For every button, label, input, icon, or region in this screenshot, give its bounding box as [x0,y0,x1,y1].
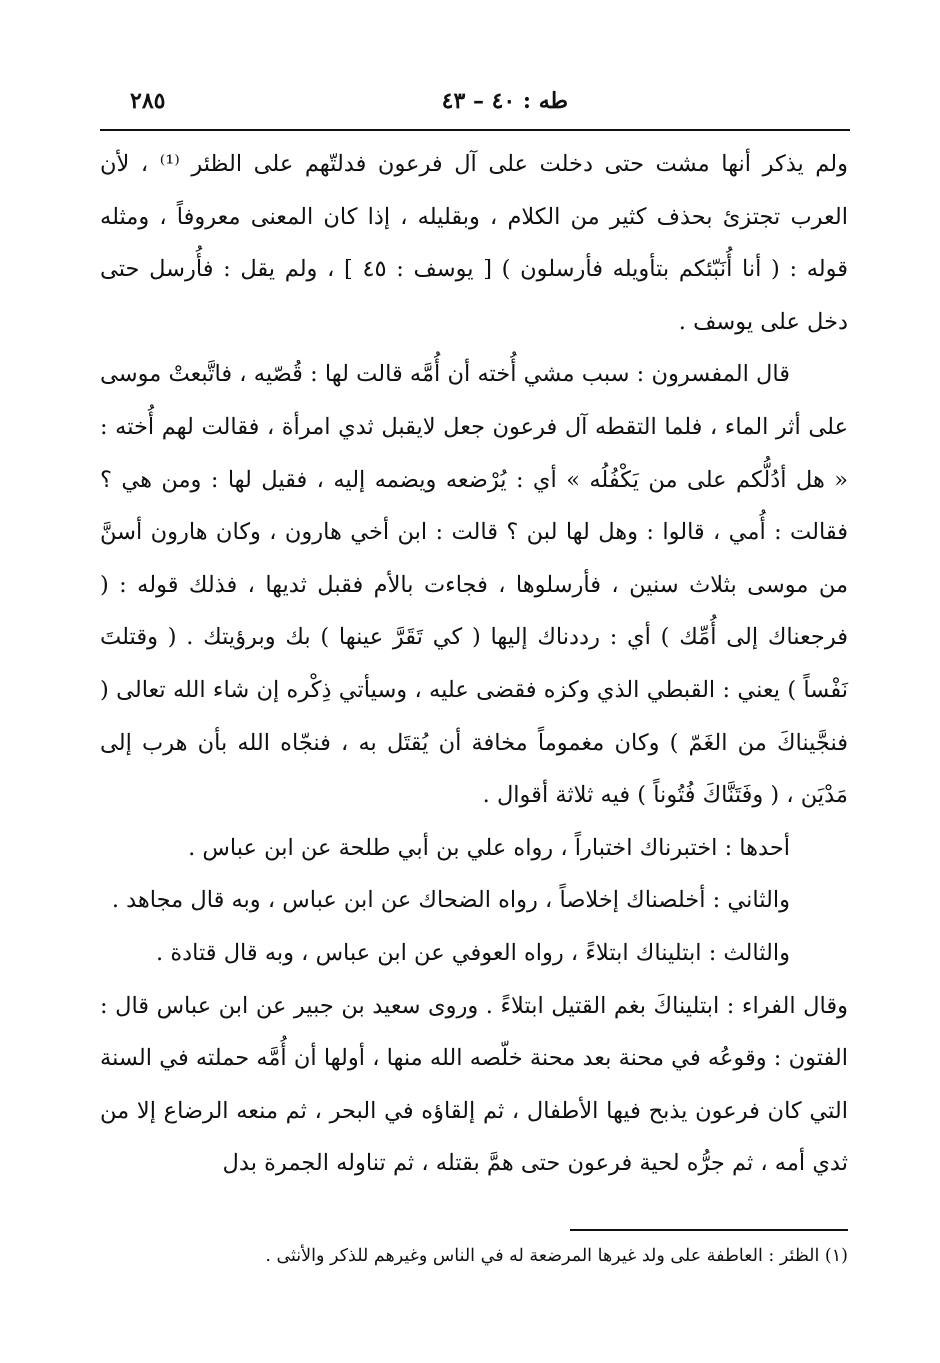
page-number: ٢٨٥ [130,88,166,114]
paragraph-6: وقال الفراء : ابتليناكَ بغم القتيل ابتلاءً . وروى سعيد بن جبير عن ابن عباس قال : الفتون : وقوعُه في محنة بعد محنة خلّصه الله منها ، أولها أن أُمَّه حملته في السنة التي كان فرعون يذبح فيها الأطفال ، ثم إلقاؤه في البحر ، ثم منعه الرضاع إلا من ثدي أمه ، ثم جرُّه لحية فرعون حتى همَّ بقتله ، ثم تناوله الجمرة بدل [100,992,848,1177]
main-text [100,138,848,1190]
page-header [100,88,848,128]
surah-verse-range: طه : ٤٠ – ٤٣ [441,88,568,114]
footnote: (١) الظئر : العاطفة على ولد غيرها المرضعة له في الناس وغيرهم للذكر والأنثى . [265,1246,848,1266]
header-divider [100,129,850,131]
footnote-divider [570,1229,848,1231]
paragraph-5: والثالث : ابتليناك ابتلاءً ، رواه العوفي عن ابن عباس ، وبه قال قتادة . [156,939,790,966]
paragraph-1: ولم يذكر أنها مشت حتى دخلت على آل فرعون فدلتّهم على الظئر ⁽¹⁾ ، لأن العرب تجتزئ بحذف كثير من الكلام ، وبقليله ، إذا كان المعنى معروفاً ، ومثله قوله : ( أنا أُنَبّئكم بتأويله فأرسلون ) [ يوسف : ٤٥ ] ، ولم يقل : فأُرسل حتى دخل على يوسف . [100,151,849,335]
paragraph-2: قال المفسرون : سبب مشي أُخته أن أُمَّه قالت لها : قُصّيه ، فاتَّبعتْ موسى على أثر الماء ، فلما التقطه آل فرعون جعل لايقبل ثدي امرأة ، فقالت لهم أُخته : « هل أدُلُّكم على من يَكْفُلُه » أي : يُرْضعه ويضمه إليه ، فقيل لها : ومن هي ؟ فقالت : أُمي ، قالوا : وهل لها لبن ؟ قالت : ابن أخي هارون ، وكان هارون أسنَّ من موسى بثلاث سنين ، فأرسلوها ، فجاءت بالأم فقبل ثديها ، فذلك قوله : ( فرجعناك إلى أُمِّك ) أي : رددناك إليها ( كي تَقَرَّ عينها ) بك وبرؤيتك . ( وقتلتَ نَفْساً ) يعني : القبطي الذي وكزه فقضى عليه ، وسيأتي ذِكْره إن شاء الله تعالى ( فنجَّيناكَ من الغَمّ ) وكان مغموماً مخافة أن يُقتَل به ، فنجّاه الله بأن هرب إلى مَدْيَن ، ( وفَتَنَّاكَ فُتُوناً ) فيه ثلاثة أقوال . [100,361,848,809]
paragraph-3: أحدها : اختبرناك اختباراً ، رواه علي بن أبي طلحة عن ابن عباس . [188,834,790,861]
paragraph-4: والثاني : أخلصناك إخلاصاً ، رواه الضحاك عن ابن عباس ، وبه قال مجاهد . [111,887,790,914]
